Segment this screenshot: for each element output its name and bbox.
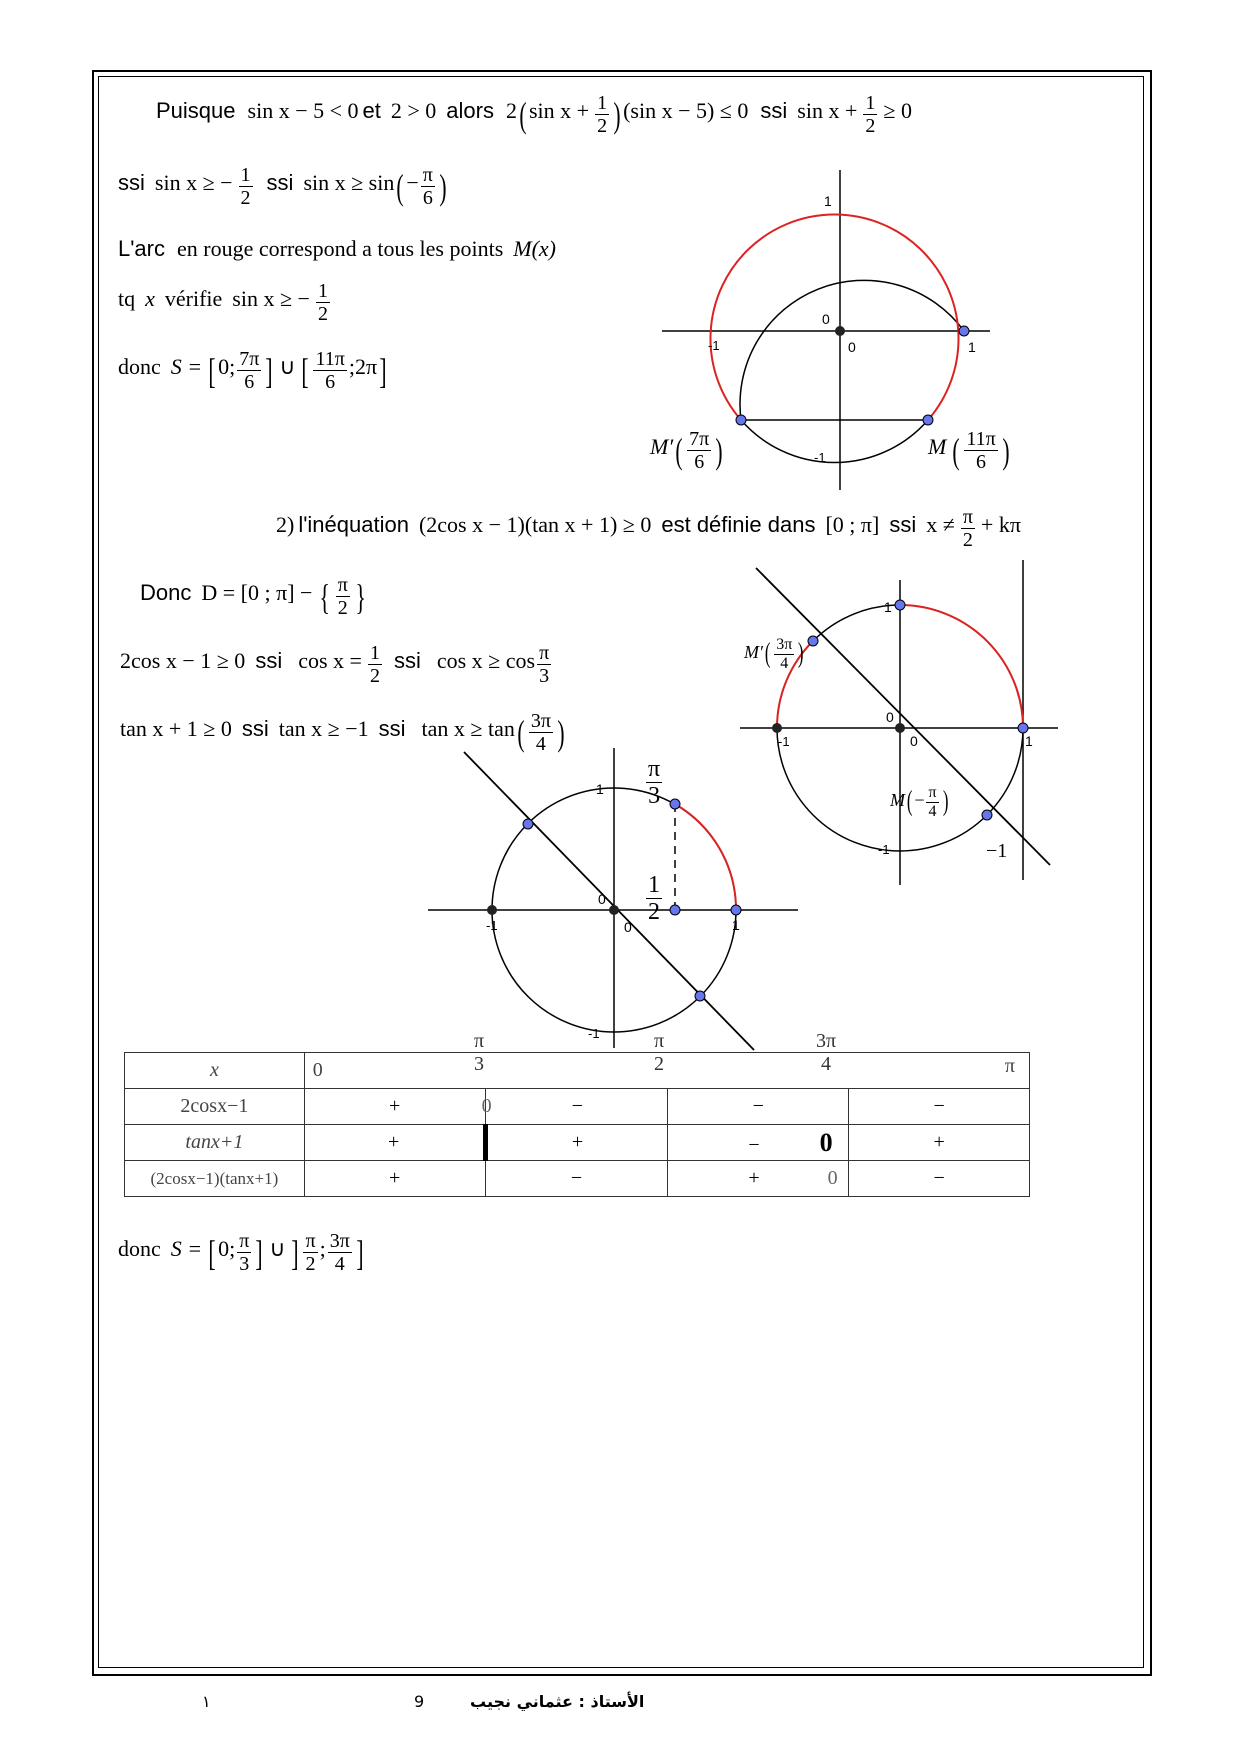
word-ssi: ssi bbox=[889, 512, 917, 538]
cell: − bbox=[849, 1089, 1030, 1125]
frac-pi-over-6: $\frac{\pi}{6}$ bbox=[422, 164, 433, 209]
footer-left-mark: ١ bbox=[202, 1692, 211, 1711]
union-symbol: ∪ bbox=[279, 354, 296, 380]
cell: − bbox=[849, 1161, 1030, 1197]
frac-one-half: $\frac{1}{2}$ bbox=[865, 92, 876, 137]
point-minus-one bbox=[487, 905, 497, 915]
line-arc bbox=[118, 236, 556, 262]
expr-domain: D = [0 ; π] − bbox=[201, 580, 313, 606]
tick-origin-below: 0 bbox=[624, 919, 632, 935]
expr-sin-geq-minus: sin x ≥ − bbox=[232, 286, 310, 312]
footer-author: الأستاذ : عثماني نجيب bbox=[470, 1692, 645, 1711]
expr-sin-geq-sin: sin x ≥ sin bbox=[303, 170, 395, 196]
word-alors: alors bbox=[446, 98, 494, 124]
unit-circle-cosine bbox=[428, 748, 808, 1058]
word-ssi: ssi bbox=[393, 648, 421, 674]
interval-start: 0; bbox=[218, 354, 236, 380]
x-start: 0 bbox=[312, 1059, 323, 1081]
tick-left: -1 bbox=[486, 918, 498, 933]
point-zero bbox=[959, 326, 969, 336]
expr-product-inner: sin x + bbox=[528, 98, 590, 124]
expr-s-equals: S = bbox=[170, 1236, 203, 1262]
cell: + bbox=[304, 1125, 485, 1161]
x-end: π bbox=[1004, 1055, 1015, 1077]
line-part2-intro: 2) l'inéquation (2cos x − 1)(tan x + 1) ≥ 0 est définie dans [0 ; π] ssi x ≠ $\frac{\pi}{2}$ + kπ bbox=[276, 506, 1021, 551]
label-pi-third: $\frac{\pi}{3}$ bbox=[648, 756, 661, 810]
arc-red bbox=[711, 215, 959, 420]
label-minus-one: −1 bbox=[986, 840, 1008, 862]
row-label: 2cosx−1 bbox=[125, 1089, 305, 1125]
word-ssi: ssi bbox=[118, 170, 145, 196]
point-m-prime bbox=[736, 415, 746, 425]
var-x: x bbox=[145, 286, 155, 312]
label-one-half: $\frac{1}{2}$ bbox=[648, 872, 660, 926]
label-m-11pi6: M ( $\frac{11\pi}{6}$ ) bbox=[928, 428, 1010, 473]
expr-tan-geq-minus1: tan x ≥ −1 bbox=[278, 716, 369, 742]
line-puisque: Puisque sin x − 5 < 0 et 2 > 0 alors 2( sin x + $\frac{1}{2}$ ) (sin x − 5) ≤ 0 ssi sin x + $\frac{1}{2}$ ≥ 0 bbox=[156, 92, 912, 137]
cell: + 0 bbox=[668, 1161, 849, 1197]
point-3pi4 bbox=[523, 819, 533, 829]
word-puisque: Puisque bbox=[156, 98, 236, 124]
point-minus-one bbox=[772, 723, 782, 733]
word-et: et bbox=[362, 98, 381, 124]
line-solution-2: donc S = [ 0; $\frac{\pi}{3}$ ] ∪ ] $\frac{\pi}{2}$ ; $\frac{3\pi}{4}$ ] bbox=[118, 1230, 364, 1275]
expr-s-equals: S = bbox=[170, 354, 203, 380]
point-zero bbox=[731, 905, 741, 915]
word-inequation: l'inéquation bbox=[298, 512, 409, 538]
word-ssi: ssi bbox=[378, 716, 406, 742]
row-label: tanx+1 bbox=[125, 1125, 305, 1161]
word-verifie: vérifie bbox=[164, 286, 223, 312]
word-ssi: ssi bbox=[241, 716, 269, 742]
tick-bottom: -1 bbox=[814, 450, 826, 465]
row-label: (2cosx−1)(tanx+1) bbox=[125, 1161, 305, 1197]
word-donc: donc bbox=[118, 1236, 161, 1262]
page-number: 9 bbox=[414, 1692, 425, 1711]
cell: 0 − bbox=[485, 1089, 668, 1125]
part-number: 2) bbox=[276, 512, 295, 538]
point-pi-half bbox=[895, 600, 905, 610]
point-zero bbox=[1018, 723, 1028, 733]
line-tan: tan x + 1 ≥ 0 ssi tan x ≥ −1 ssi tan x ≥ tan( $\frac{3\pi}{4}$ ) bbox=[120, 710, 565, 755]
interval-end: ;2π bbox=[348, 354, 378, 380]
expr-2cos-geq: 2cos x − 1 ≥ 0 bbox=[120, 648, 246, 674]
cell: + bbox=[304, 1161, 485, 1197]
origin-point bbox=[609, 905, 619, 915]
label-m-prime-7pi6: M′( $\frac{7\pi}{6}$ ) bbox=[650, 428, 723, 473]
expr-m-of-x: M(x) bbox=[513, 236, 557, 261]
expr-2-positive: 2 > 0 bbox=[390, 98, 437, 124]
interval-start: 0; bbox=[218, 1236, 236, 1262]
word-definie: est définie dans bbox=[661, 512, 816, 538]
expr-sin-geq-minus: sin x ≥ − bbox=[154, 170, 233, 196]
word-ssi: ssi bbox=[760, 98, 788, 124]
tick-origin: 0 bbox=[886, 709, 894, 725]
tick-origin-below: 0 bbox=[910, 733, 918, 749]
tick-bottom: -1 bbox=[588, 1026, 600, 1041]
line-ssi-sin: ssi sin x ≥ − $\frac{1}{2}$ ssi sin x ≥ sin( − $\frac{\pi}{6}$ ) bbox=[118, 164, 447, 209]
table-row bbox=[125, 1161, 1030, 1197]
frac-11pi-over-6: $\frac{11\pi}{6}$ bbox=[315, 348, 345, 393]
tick-top: 1 bbox=[596, 781, 604, 797]
tick-top: 1 bbox=[884, 599, 892, 615]
tick-bottom: -1 bbox=[878, 842, 890, 857]
expr-sin-minus-5: sin x − 5 < 0 bbox=[247, 98, 359, 124]
word-arc: L'arc bbox=[118, 236, 165, 261]
tick-left: -1 bbox=[778, 734, 790, 749]
point-m bbox=[982, 810, 992, 820]
point-pi-third bbox=[670, 799, 680, 809]
line-cos: 2cos x − 1 ≥ 0 ssi cos x = $\frac{1}{2}$ ssi cos x ≥ cos $\frac{\pi}{3}$ bbox=[120, 642, 550, 687]
expr-inequation: (2cos x − 1)(tan x + 1) ≥ 0 bbox=[418, 512, 652, 538]
word-donc: donc bbox=[118, 354, 161, 380]
tick-top: 1 bbox=[824, 193, 832, 209]
cell: + bbox=[849, 1125, 1030, 1161]
line-solution-1: donc S = [ 0; $\frac{7\pi}{6}$ ] ∪ [ $\frac{11\pi}{6}$ ;2π] bbox=[118, 348, 387, 393]
expr-plus-kpi: + kπ bbox=[980, 512, 1021, 538]
point-half bbox=[670, 905, 680, 915]
header-pi-third: $\frac{\pi}{3}$ bbox=[474, 1030, 485, 1075]
header-3pi4: $\frac{3\pi}{4}$ bbox=[816, 1030, 837, 1075]
expr-cos-geq-cos: cos x ≥ cos bbox=[436, 648, 536, 674]
expr-tan-geq-tan: tan x ≥ tan bbox=[421, 716, 515, 742]
diagonal-line bbox=[464, 752, 754, 1050]
frac-one-half: $\frac{1}{2}$ bbox=[317, 280, 328, 325]
line-domain: Donc D = [0 ; π] − { $\frac{\pi}{2}$ } bbox=[140, 574, 366, 619]
expr-x-neq: x ≠ bbox=[926, 512, 955, 538]
tick-left: -1 bbox=[708, 338, 720, 353]
table-row-header bbox=[125, 1053, 1030, 1089]
point-m-prime bbox=[808, 636, 818, 646]
arc-red bbox=[675, 804, 736, 910]
expr-tan-geq: tan x + 1 ≥ 0 bbox=[120, 716, 232, 742]
word-tq: tq bbox=[118, 286, 136, 312]
tick-right: 1 bbox=[1025, 733, 1033, 749]
expr-cos-equals: cos x = bbox=[298, 648, 362, 674]
origin-point bbox=[835, 326, 845, 336]
arc-black-bottom bbox=[741, 420, 928, 463]
label-m-minus-pi4: M( − $\frac{\pi}{4}$ ) bbox=[890, 784, 949, 820]
union-symbol: ∪ bbox=[269, 1236, 286, 1262]
tick-origin: 0 bbox=[598, 891, 606, 907]
expr-product-post: (sin x − 5) ≤ 0 bbox=[623, 98, 749, 124]
interval-sep: ; bbox=[319, 1236, 326, 1262]
line-tq bbox=[118, 280, 332, 325]
word-ssi: ssi bbox=[266, 170, 294, 196]
table-row bbox=[125, 1125, 1030, 1161]
tick-right: 1 bbox=[968, 339, 976, 355]
point-m bbox=[923, 415, 933, 425]
cell: − 0 bbox=[668, 1125, 849, 1161]
sign-table bbox=[124, 1052, 1030, 1197]
word-donc: Donc bbox=[140, 580, 192, 606]
tick-origin-below: 0 bbox=[848, 339, 856, 355]
cell: − bbox=[485, 1161, 668, 1197]
text-arc-rouge: en rouge correspond a tous les points bbox=[177, 236, 504, 261]
label-m-prime-3pi4: M′( $\frac{3\pi}{4}$ ) bbox=[744, 636, 804, 672]
expr-geq-zero: ≥ 0 bbox=[883, 98, 912, 124]
expr-interval: [0 ; π] bbox=[825, 512, 880, 538]
frac-one-half: $\frac{1}{2}$ bbox=[597, 92, 608, 137]
frac-one-half: $\frac{1}{2}$ bbox=[240, 164, 251, 209]
word-ssi: ssi bbox=[255, 648, 283, 674]
frac-7pi-over-6: $\frac{7\pi}{6}$ bbox=[239, 348, 260, 393]
cell-x-label: x bbox=[125, 1053, 305, 1089]
header-pi-half: $\frac{\pi}{2}$ bbox=[654, 1030, 665, 1075]
tick-right: 1 bbox=[732, 917, 740, 933]
expr-product-pre: 2 bbox=[505, 98, 517, 124]
expr-sin-plus-half: sin x + bbox=[797, 98, 858, 124]
arc-red-right bbox=[900, 605, 1023, 728]
cell: − bbox=[668, 1089, 849, 1125]
cell: + bbox=[485, 1125, 668, 1161]
cell: + bbox=[304, 1089, 485, 1125]
point-minus-pi4 bbox=[695, 991, 705, 1001]
tick-origin: 0 bbox=[822, 311, 830, 327]
origin-point bbox=[895, 723, 905, 733]
cell-x-range bbox=[304, 1053, 1029, 1089]
table-row bbox=[125, 1089, 1030, 1125]
